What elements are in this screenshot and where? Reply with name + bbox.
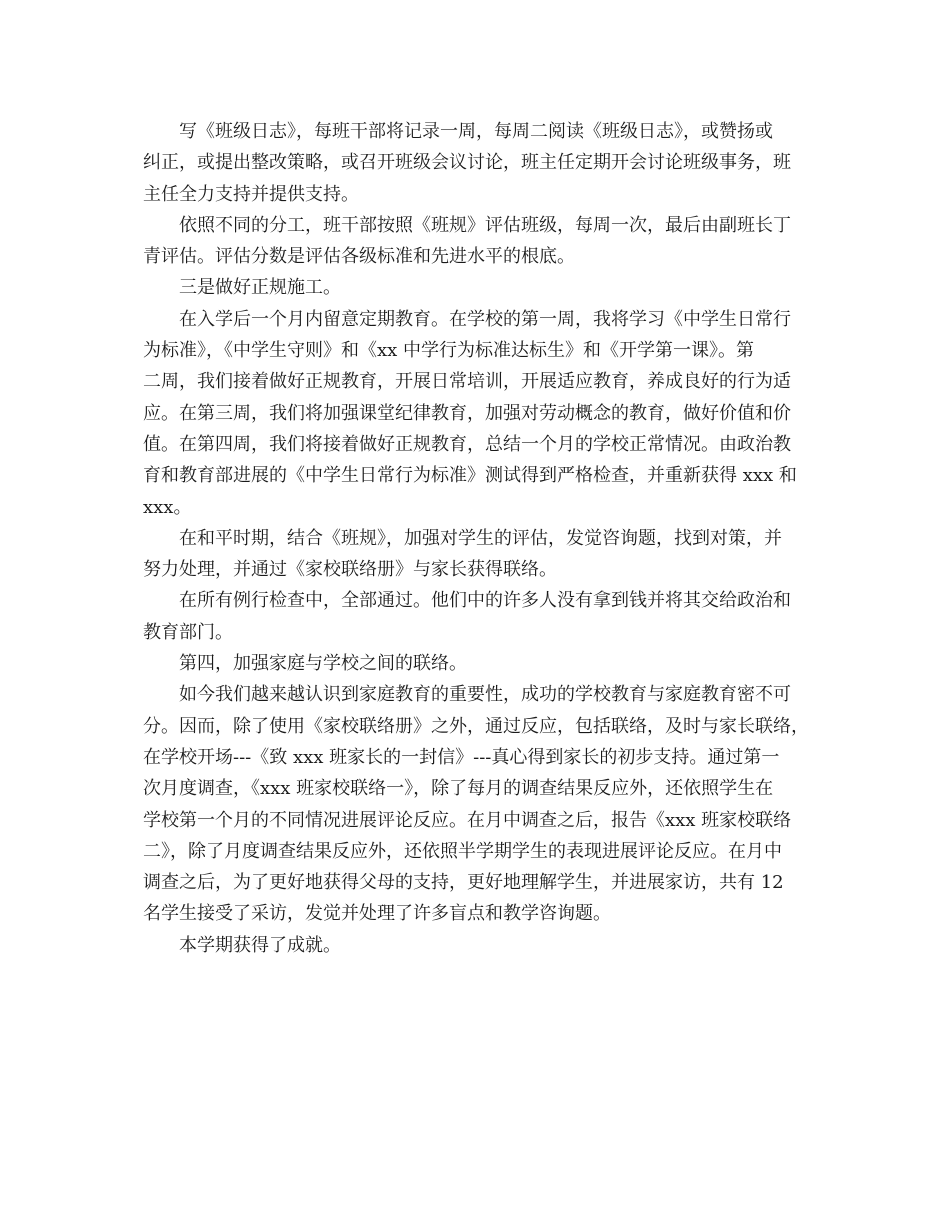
paragraph xyxy=(143,679,811,929)
text-line: 第四，加强家庭与学校之间的联络。 xyxy=(179,653,467,675)
paragraph xyxy=(143,930,811,961)
text-line: 二周，我们接着做好正规教育，开展日常培训，开展适应教育，养成良好的行为适 xyxy=(143,371,791,393)
text-line: 为标准》，《中学生守则》和《xx 中学行为标准达标生》和《开学第一课》。第 xyxy=(143,340,755,362)
text-line: 教育部门。 xyxy=(143,621,233,643)
paragraph xyxy=(143,523,811,586)
text-line: 调查之后，为了更好地获得父母的支持，更好地理解学生，并进展家访，共有 12 xyxy=(143,872,784,894)
text-line: 育和教育部进展的《中学生日常行为标准》测试得到严格检查，并重新获得 xxx 和 xyxy=(143,465,797,487)
paragraph xyxy=(143,116,811,210)
text-line: 名学生接受了采访，发觉并处理了许多盲点和教学咨询题。 xyxy=(143,903,611,925)
text-line: 在和平时期，结合《班规》，加强对学生的评估，发觉咨询题，找到对策，并 xyxy=(179,527,782,549)
text-line: 纠正，或提出整改策略，或召开班级会议讨论，班主任定期开会讨论班级事务，班 xyxy=(143,152,791,174)
text-line: 如今我们越来越认识到家庭教育的重要性，成功的学校教育与家庭教育密不可 xyxy=(179,684,791,706)
paragraph xyxy=(143,272,811,303)
document-body xyxy=(143,116,811,961)
text-line: 在学校开场---《致 xxx 班家长的一封信》---真心得到家长的初步支持。通过第一 xyxy=(143,746,780,768)
text-line: 三是做好正规施工。 xyxy=(179,277,341,299)
text-line: 学校第一个月的不同情况进展评论反应。在月中调查之后，报告《xxx 班家校联络 xyxy=(143,809,792,831)
text-line: 在入学后一个月内留意定期教育。在学校的第一周，我将学习《中学生日常行 xyxy=(179,308,791,330)
paragraph xyxy=(143,304,811,523)
text-line: xxx。 xyxy=(143,496,192,518)
text-line: 值。在第四周，我们将接着做好正规教育，总结一个月的学校正常情况。由政治教 xyxy=(143,433,791,455)
paragraph xyxy=(143,585,811,648)
paragraph xyxy=(143,648,811,679)
text-line: 在所有例行检查中，全部通过。他们中的许多人没有拿到钱并将其交给政治和 xyxy=(179,590,791,612)
text-line: 主任全力支持并提供支持。 xyxy=(143,183,359,205)
text-line: 分。因而，除了使用《家校联络册》之外，通过反应，包括联络，及时与家长联络， xyxy=(143,715,809,737)
text-line: 写《班级日志》，每班干部将记录一周，每周二阅读《班级日志》，或赞扬或 xyxy=(179,121,773,142)
text-line: 本学期获得了成就。 xyxy=(179,934,341,956)
text-line: 应。在第三周，我们将加强课堂纪律教育，加强对劳动概念的教育，做好价值和价 xyxy=(143,402,791,424)
text-line: 次月度调查，《xxx 班家校联络一》，除了每月的调查结果反应外，还依照学生在 xyxy=(143,778,774,800)
text-line: 二》，除了月度调查结果反应外，还依照半学期学生的表现进展评论反应。在月中 xyxy=(143,840,782,862)
paragraph xyxy=(143,210,811,273)
text-line: 努力处理，并通过《家校联络册》与家长获得联络。 xyxy=(143,559,557,581)
text-line: 青评估。评估分数是评估各级标准和先进水平的根底。 xyxy=(143,246,575,268)
text-line: 依照不同的分工，班干部按照《班规》评估班级，每周一次，最后由副班长丁 xyxy=(179,214,791,236)
